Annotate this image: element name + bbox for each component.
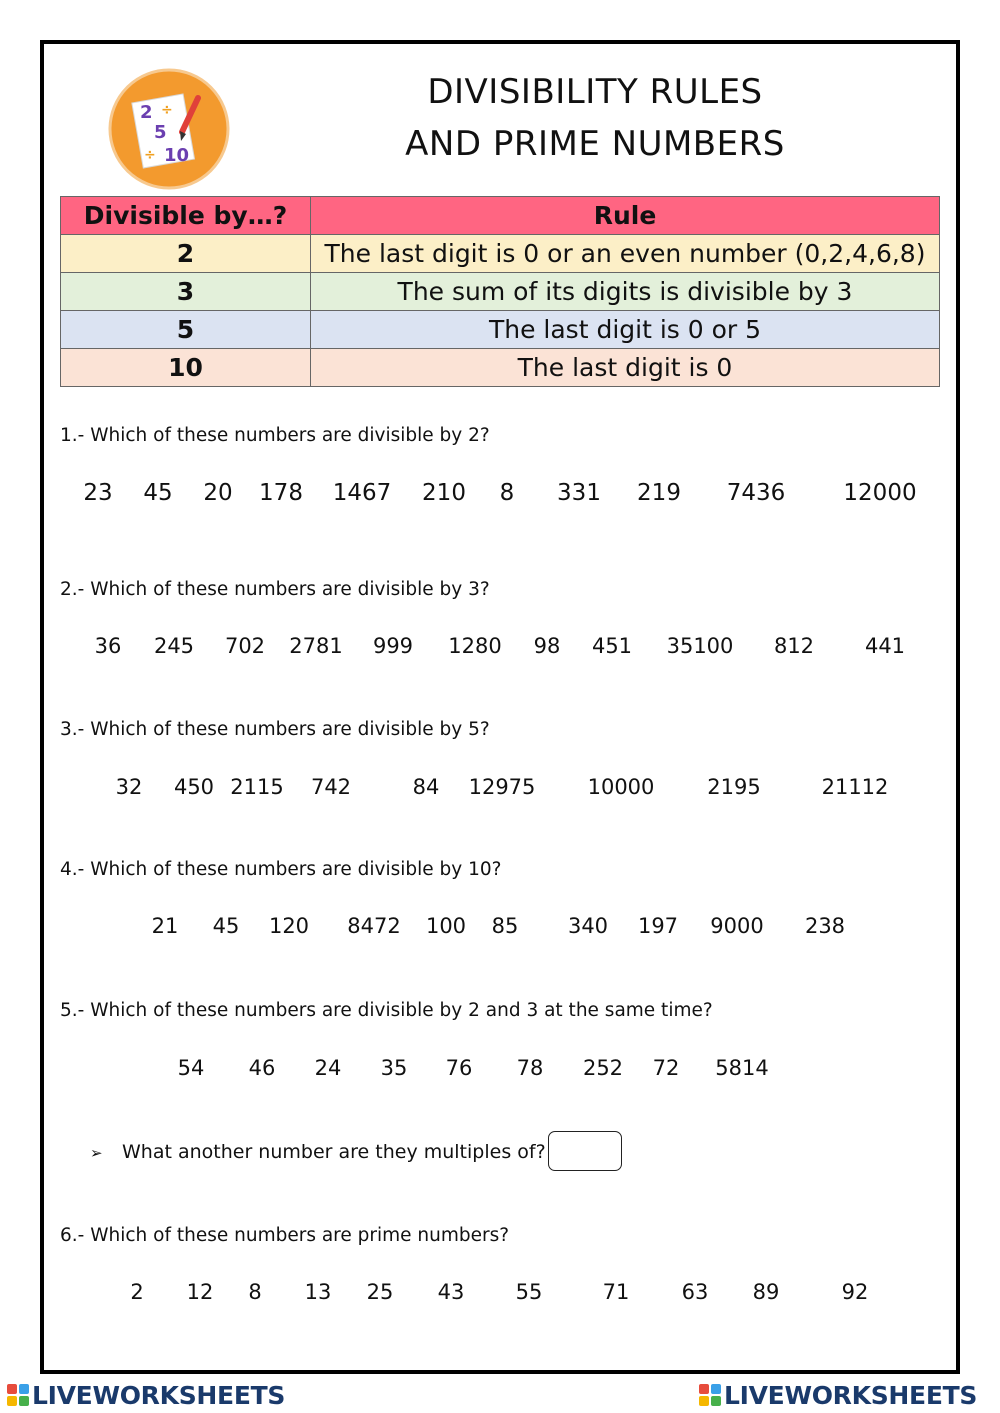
number-option[interactable]: 20 — [203, 480, 233, 506]
question-4: 4.- Which of these numbers are divisible by 10? — [60, 859, 502, 880]
number-option[interactable]: 32 — [115, 775, 143, 799]
worksheet-title — [330, 66, 860, 170]
number-option[interactable]: 8472 — [347, 914, 401, 938]
number-option[interactable]: 46 — [248, 1056, 276, 1080]
number-option[interactable]: 8 — [248, 1280, 262, 1304]
rule-text: The last digit is 0 or 5 — [311, 311, 940, 349]
number-option[interactable]: 76 — [445, 1056, 473, 1080]
number-option[interactable]: 8 — [499, 480, 515, 506]
header-divisible-by: Divisible by…? — [61, 197, 311, 235]
brand-text: LIVEWORKSHEETS — [724, 1380, 978, 1410]
liveworksheets-brand-left — [6, 1378, 285, 1412]
rule-text: The last digit is 0 — [311, 349, 940, 387]
number-option[interactable]: 2 — [130, 1280, 144, 1304]
rule-text: The sum of its digits is divisible by 3 — [311, 273, 940, 311]
number-option[interactable]: 245 — [153, 634, 195, 658]
rule-text: The last digit is 0 or an even number (0,2,4,6,8) — [311, 235, 940, 273]
title-line-1: DIVISIBILITY RULES — [427, 72, 763, 112]
number-option[interactable]: 340 — [567, 914, 609, 938]
rule-divisor: 3 — [61, 273, 311, 311]
number-option[interactable]: 5814 — [715, 1056, 769, 1080]
number-option[interactable]: 45 — [143, 480, 173, 506]
number-option[interactable]: 85 — [491, 914, 519, 938]
number-option[interactable]: 84 — [412, 775, 440, 799]
question-1: 1.- Which of these numbers are divisible by 2? — [60, 425, 490, 446]
question-6: 6.- Which of these numbers are prime numbers? — [60, 1225, 510, 1246]
number-option[interactable]: 54 — [177, 1056, 205, 1080]
rules-header-row — [61, 197, 940, 235]
number-option[interactable]: 98 — [533, 634, 561, 658]
number-option[interactable]: 451 — [591, 634, 633, 658]
number-option[interactable]: 12975 — [468, 775, 536, 799]
number-option[interactable]: 178 — [259, 480, 303, 506]
arrow-bullet-icon: ➢ — [90, 1144, 103, 1162]
number-option[interactable]: 999 — [372, 634, 414, 658]
brand-text: LIVEWORKSHEETS — [32, 1380, 286, 1410]
number-option[interactable]: 9000 — [710, 914, 764, 938]
rule-divisor: 5 — [61, 311, 311, 349]
logo-divide-sign-1: ÷ — [161, 102, 173, 118]
number-option[interactable]: 12 — [186, 1280, 214, 1304]
number-option[interactable]: 35100 — [666, 634, 734, 658]
number-option[interactable]: 21112 — [821, 775, 889, 799]
liveworksheets-brand-right — [698, 1378, 977, 1412]
liveworksheets-logo-icon — [698, 1383, 722, 1407]
title-line-2: AND PRIME NUMBERS — [405, 124, 785, 164]
number-option[interactable]: 25 — [366, 1280, 394, 1304]
number-option[interactable]: 78 — [516, 1056, 544, 1080]
number-option[interactable]: 7436 — [726, 480, 786, 506]
rule-row-5 — [61, 311, 940, 349]
number-option[interactable]: 13 — [304, 1280, 332, 1304]
rule-row-3 — [61, 273, 940, 311]
number-option[interactable]: 55 — [515, 1280, 543, 1304]
number-option[interactable]: 210 — [422, 480, 466, 506]
number-option[interactable]: 45 — [212, 914, 240, 938]
number-option[interactable]: 92 — [841, 1280, 869, 1304]
rule-divisor: 10 — [61, 349, 311, 387]
number-option[interactable]: 450 — [173, 775, 215, 799]
number-option[interactable]: 24 — [314, 1056, 342, 1080]
subquestion-text: What another number are they multiples of? — [122, 1141, 546, 1163]
number-option[interactable]: 812 — [773, 634, 815, 658]
number-option[interactable]: 1280 — [448, 634, 502, 658]
number-option[interactable]: 2195 — [707, 775, 761, 799]
question-3: 3.- Which of these numbers are divisible by 5? — [60, 719, 490, 740]
number-option[interactable]: 43 — [437, 1280, 465, 1304]
number-option[interactable]: 742 — [310, 775, 352, 799]
logo-number-1: 2 — [140, 102, 153, 123]
number-option[interactable]: 441 — [864, 634, 906, 658]
number-option[interactable]: 35 — [380, 1056, 408, 1080]
number-option[interactable]: 36 — [94, 634, 122, 658]
header-rule: Rule — [311, 197, 940, 235]
logo-divide-sign-2: ÷ — [144, 147, 156, 163]
number-option[interactable]: 238 — [804, 914, 846, 938]
multiple-answer-input[interactable] — [548, 1131, 622, 1171]
number-option[interactable]: 72 — [652, 1056, 680, 1080]
logo-number-2: 5 — [154, 122, 167, 143]
number-option[interactable]: 2115 — [230, 775, 284, 799]
question-2: 2.- Which of these numbers are divisible by 3? — [60, 579, 490, 600]
number-option[interactable]: 252 — [582, 1056, 624, 1080]
division-worksheet-icon — [108, 68, 230, 190]
number-option[interactable]: 120 — [268, 914, 310, 938]
number-option[interactable]: 2781 — [289, 634, 343, 658]
number-option[interactable]: 10000 — [587, 775, 655, 799]
number-option[interactable]: 331 — [557, 480, 601, 506]
number-option[interactable]: 197 — [637, 914, 679, 938]
number-option[interactable]: 1467 — [332, 480, 392, 506]
number-option[interactable]: 89 — [752, 1280, 780, 1304]
number-option[interactable]: 23 — [83, 480, 113, 506]
number-option[interactable]: 219 — [637, 480, 681, 506]
rule-row-2 — [61, 235, 940, 273]
number-option[interactable]: 12000 — [843, 480, 917, 506]
divisibility-rules-table — [60, 196, 940, 387]
rule-divisor: 2 — [61, 235, 311, 273]
number-option[interactable]: 63 — [681, 1280, 709, 1304]
number-option[interactable]: 71 — [602, 1280, 630, 1304]
number-option[interactable]: 21 — [151, 914, 179, 938]
number-option[interactable]: 702 — [224, 634, 266, 658]
subquestion — [90, 1140, 546, 1165]
logo-number-3: 10 — [164, 145, 190, 166]
rule-row-10 — [61, 349, 940, 387]
question-5: 5.- Which of these numbers are divisible by 2 and 3 at the same time? — [60, 1000, 713, 1021]
number-option[interactable]: 100 — [425, 914, 467, 938]
liveworksheets-logo-icon — [6, 1383, 30, 1407]
